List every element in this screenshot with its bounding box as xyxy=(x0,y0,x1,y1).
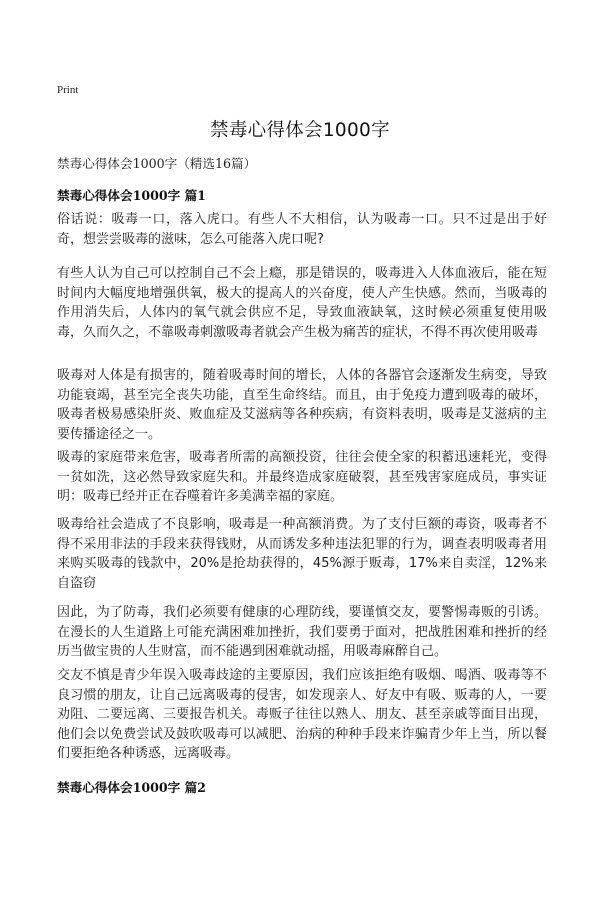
paragraph: 吸毒对人体是有损害的，随着吸毒时间的增长，人体的各器官会逐渐发生病变，导致功能衰竭，甚至完全丧失功能，直至生命终结。而且，由于免疫力遭到吸毒的破坏，吸毒者极易感染肝炎、败血症及艾滋病等各种疾病，有资料表明，吸毒是艾滋病的主要传播途径之一。 xyxy=(57,368,547,442)
paragraph: 吸毒的家庭带来危害，吸毒者所需的高额投资，往往会使全家的积蓄迅速耗光，变得一贫如洗，这必然导致家庭失和。并最终造成家庭破裂，甚至残害家庭成员，事实证明：吸毒已经并正在吞噬着许多美满幸福的家庭。 xyxy=(57,450,547,505)
print-label: Print xyxy=(57,84,79,96)
paragraph: 俗话说：吸毒一口，落入虎口。有些人不大相信，认为吸毒一口。只不过是出于好奇，想尝尝吸毒的滋味，怎么可能落入虎口呢? xyxy=(57,212,547,247)
paragraph: 吸毒给社会造成了不良影响，吸毒是一种高额消费。为了支付巨额的毒资，吸毒者不得不采用非法的手段来获得钱财，从而诱发多种违法犯罪的行为，调查表明吸毒者用来购买吸毒的钱款中，20%是抢劫获得的，45%源于贩毒，17%来自卖淫，12%来自盗窃 xyxy=(57,517,547,591)
paragraph: 因此，为了防毒，我们必须要有健康的心理防线，要谨慎交友，要警惕毒贩的引诱。在漫长的人生道路上可能充满困难加挫折，我们要勇于面对，把战胜困难和挫折的经历当做宝贵的人生财富，而不能遇到困难就动摇，用吸毒麻醉自己。 xyxy=(57,605,547,660)
document-title: 禁毒心得体会1000字 xyxy=(210,120,390,141)
section-heading-1: 禁毒心得体会1000字 篇1 xyxy=(57,188,206,203)
paragraph: 交友不慎是青少年误入吸毒歧途的主要原因，我们应该拒绝有吸烟、喝酒、吸毒等不良习惯的朋友，让自己远离吸毒的侵害，如发现亲人、好友中有吸、贩毒的人，一要劝阻、二要远离、三要报告机关。毒贩子往往以熟人、朋友、甚至亲戚等面目出现，他们会以免费尝试及鼓吹吸毒可以减肥、治病的种种手段来诈骗青少年上当，所以餐们要拒绝各种诱惑，远离吸毒。 xyxy=(57,668,547,762)
section-heading-2: 禁毒心得体会1000字 篇2 xyxy=(57,780,206,795)
document-subtitle: 禁毒心得体会1000字（精选16篇） xyxy=(57,156,257,171)
paragraph: 有些人认为自己可以控制自己不会上瘾，那是错误的，吸毒进入人体血液后，能在短时间内大幅度地增强供氧，极大的提高人的兴奋度，使人产生快感。然而，当吸毒的作用消失后，人体内的氧气就会供应不足，导致血液缺氧，这时候必须重复使用吸毒，久而久之，不靠吸毒刺激吸毒者就会产生极为痛苦的症状，不得不再次使用吸毒 xyxy=(57,266,547,340)
